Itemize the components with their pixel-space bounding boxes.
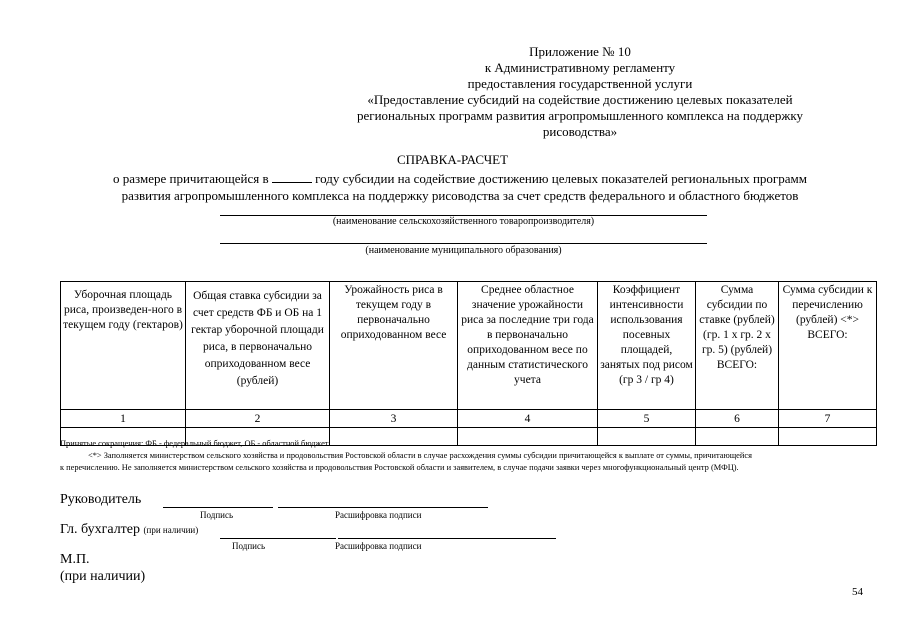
- header-cell: Коэффициент интенсивности использования посевных площадей, занятых под рисом (гр 3 / гр 4): [598, 282, 696, 410]
- municipality-name-line: [220, 243, 707, 244]
- subtitle-text: о размере причитающейся в: [113, 171, 269, 186]
- appendix-line: региональных программ развития агропромышленного комплекса на поддержку: [356, 108, 804, 123]
- column-number: 2: [186, 410, 330, 428]
- header-cell: Среднее областное значение урожайности риса за последние три года в первоначально оприходованном весе по данным статистического учета: [458, 282, 598, 410]
- appendix-line: Приложение № 10: [529, 44, 631, 59]
- calculation-table: [60, 281, 877, 446]
- subtitle-text: развития агропромышленного комплекса на поддержку рисоводства за счет средств федерального и областного бюджетов: [121, 188, 799, 203]
- stamp-note: (при наличии): [60, 569, 146, 584]
- notes: [60, 438, 880, 474]
- year-blank-field: [272, 172, 312, 183]
- document-title: СПРАВКА-РАСЧЕТ: [396, 152, 509, 167]
- footnote-continued: к перечислению. Не заполняется министерством сельского хозяйства и продовольствия Ростовской области и заявителем, в случае подачи заявки через многофункциональный центр (МФЦ).: [60, 463, 739, 472]
- accountant-label: [60, 522, 198, 538]
- appendix-line: к Административному регламенту: [484, 60, 676, 75]
- document-subtitle: [30, 170, 890, 204]
- appendix-header: [300, 44, 860, 140]
- head-label: Руководитель: [60, 492, 142, 507]
- accountant-signature-line: [220, 538, 336, 539]
- column-number: 1: [61, 410, 186, 428]
- table-header-row: [61, 282, 877, 410]
- stamp-label: М.П.: [60, 552, 90, 567]
- signature-caption: Подпись: [232, 541, 266, 551]
- header-cell: Урожайность риса в текущем году в первоначально оприходованном весе: [330, 282, 458, 410]
- appendix-line: «Предоставление субсидий на содействие достижению целевых показателей: [367, 92, 793, 107]
- producer-caption: (наименование сельскохозяйственного товаропроизводителя): [332, 216, 595, 227]
- subtitle-text: году субсидии на содействие достижению целевых показателей региональных программ: [315, 171, 807, 186]
- footnote: <*> Заполняется министерством сельского хозяйства и продовольствия Ростовской области в случае расхождения суммы субсидии причитающейся к выплате от суммы, причитающейся: [88, 451, 752, 460]
- head-signature-line: [163, 507, 273, 508]
- column-number: 5: [598, 410, 696, 428]
- header-cell: Сумма субсидии по ставке (рублей) (гр. 1 х гр. 2 х гр. 5) (рублей) ВСЕГО:: [696, 282, 779, 410]
- page-number: 54: [852, 586, 863, 598]
- appendix-line: рисоводства»: [542, 124, 618, 139]
- decode-caption: Расшифровка подписи: [335, 510, 422, 520]
- column-number: 7: [779, 410, 877, 428]
- accountant-decode-line: [338, 538, 556, 539]
- appendix-line: предоставления государственной услуги: [467, 76, 693, 91]
- head-decode-line: [278, 507, 488, 508]
- header-cell: Уборочная площадь риса, произведен-ного в текущем году (гектаров): [61, 282, 186, 410]
- column-number: 3: [330, 410, 458, 428]
- decode-caption: Расшифровка подписи: [335, 541, 422, 551]
- header-cell: Сумма субсидии к перечислению (рублей) <*> ВСЕГО:: [779, 282, 877, 410]
- accountant-note: (при наличии): [143, 525, 199, 535]
- column-number: 4: [458, 410, 598, 428]
- signature-caption: Подпись: [200, 510, 234, 520]
- municipality-caption: (наименование муниципального образования): [365, 245, 562, 256]
- table-number-row: [61, 410, 877, 428]
- accountant-title: Гл. бухгалтер: [60, 522, 141, 537]
- column-number: 6: [696, 410, 779, 428]
- abbreviations-note: Принятые сокращения: ФБ - федеральный бюджет, ОБ - областной бюджет: [60, 439, 329, 448]
- header-cell: Общая ставка субсидии за счет средств ФБ и ОБ на 1 гектар уборочной площади риса, в первоначально оприходованном весе (рублей): [186, 282, 330, 410]
